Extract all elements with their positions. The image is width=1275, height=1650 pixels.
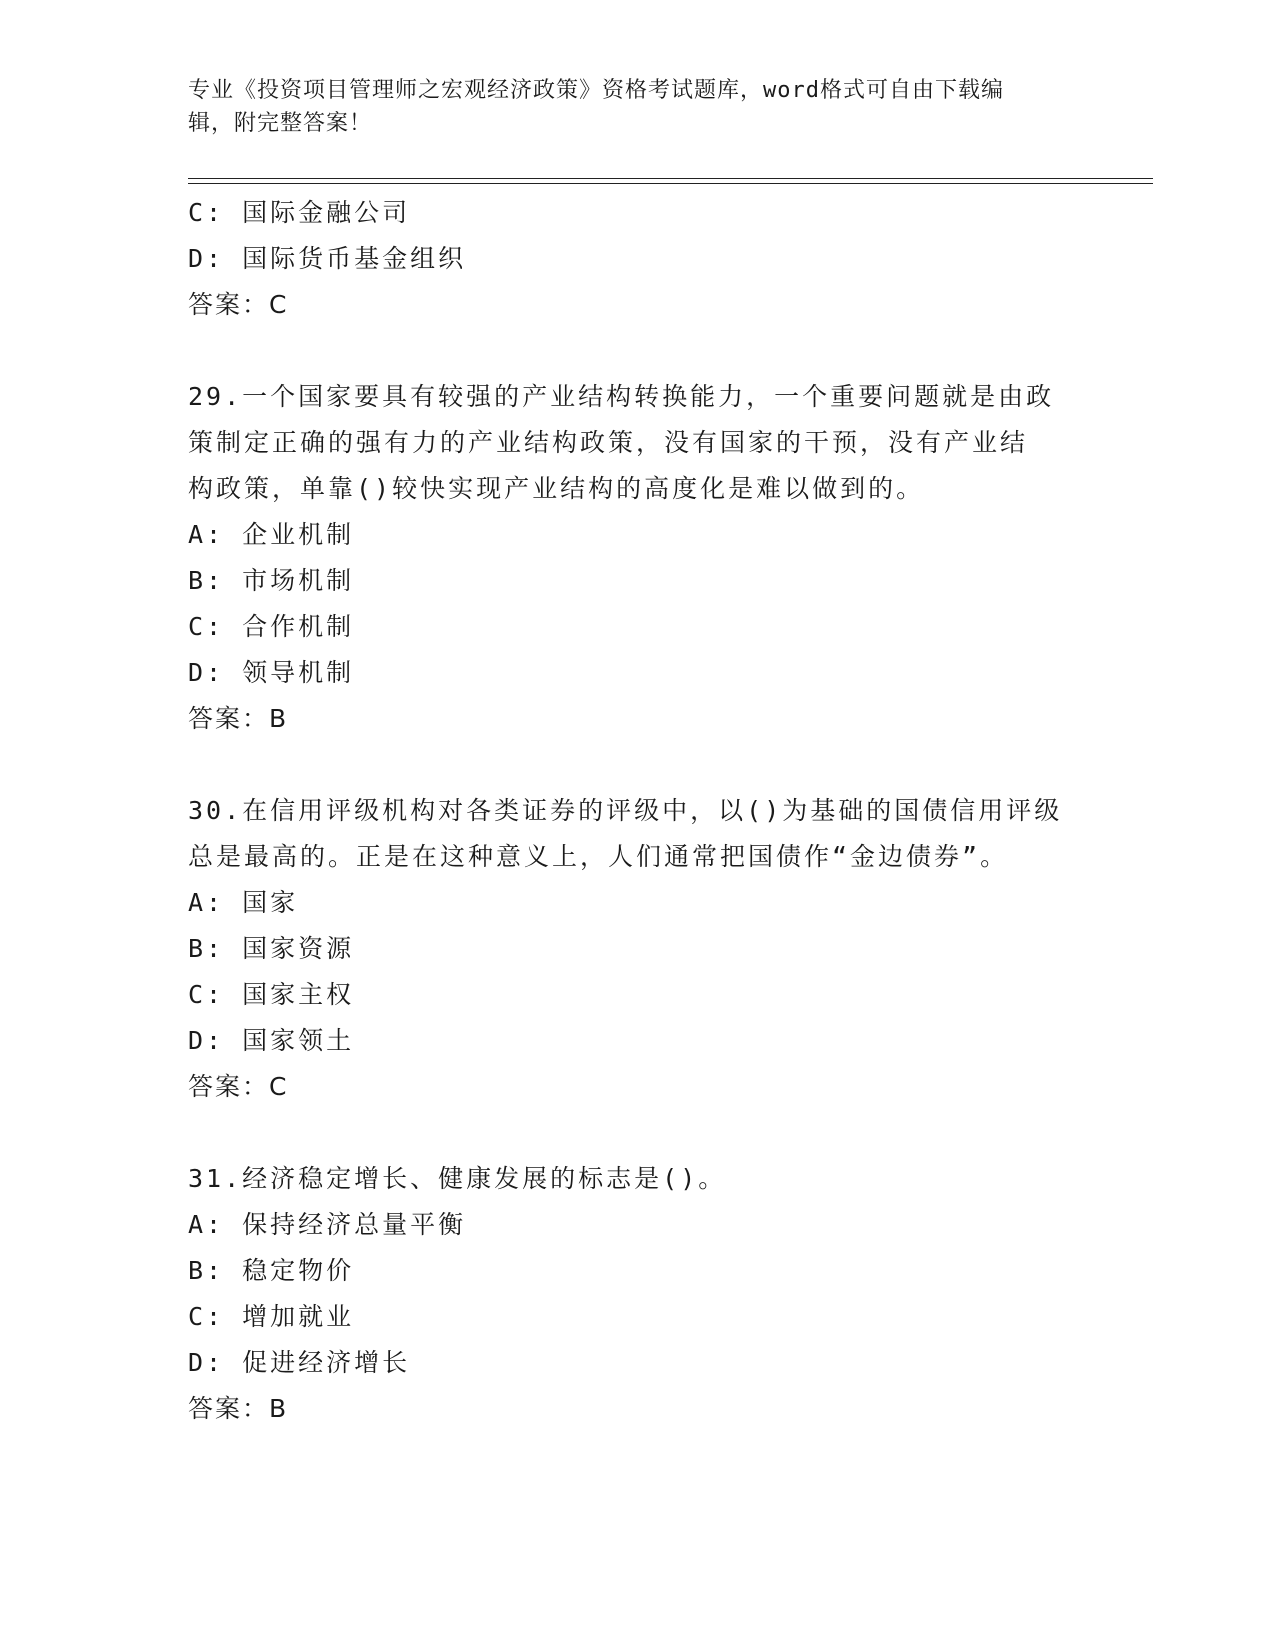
option-c: C: 国家主权 <box>188 980 355 1009</box>
option-a: A: 国家 <box>188 888 299 917</box>
option-d: D: 领导机制 <box>188 658 355 687</box>
question-28-partial <box>188 190 1088 328</box>
answer-label: 答案：B <box>188 704 289 733</box>
option-a: A: 企业机制 <box>188 520 355 549</box>
answer-label: 答案：C <box>188 1072 289 1101</box>
question-stem-line: 30.在信用评级机构对各类证券的评级中，以()为基础的国债信用评级 <box>188 796 1063 825</box>
header-divider-bottom <box>188 183 1153 184</box>
spacer <box>188 1110 1088 1156</box>
question-list <box>188 190 1088 1432</box>
question-31 <box>188 1156 1088 1432</box>
spacer <box>188 328 1088 374</box>
option-d: D: 国家领土 <box>188 1026 355 1055</box>
question-stem-line: 总是最高的。正是在这种意义上，人们通常把国债作“金边债券”。 <box>188 842 1009 871</box>
option-b: B: 市场机制 <box>188 566 355 595</box>
option-c: C: 合作机制 <box>188 612 355 641</box>
question-stem-line: 策制定正确的强有力的产业结构政策，没有国家的干预，没有产业结 <box>188 428 1029 457</box>
question-stem-line: 构政策，单靠()较快实现产业结构的高度化是难以做到的。 <box>188 474 925 503</box>
option-a: A: 保持经济总量平衡 <box>188 1210 467 1239</box>
option-c: C: 国际金融公司 <box>188 198 411 227</box>
question-30 <box>188 788 1088 1110</box>
spacer <box>188 742 1088 788</box>
answer-label: 答案：C <box>188 290 289 319</box>
document-header <box>188 74 1088 140</box>
header-divider-top <box>188 178 1153 179</box>
option-b: B: 国家资源 <box>188 934 355 963</box>
option-d: D: 促进经济增长 <box>188 1348 411 1377</box>
answer-label: 答案：B <box>188 1394 289 1423</box>
option-c: C: 增加就业 <box>188 1302 355 1331</box>
header-line-1: 专业《投资项目管理师之宏观经济政策》资格考试题库，word格式可自由下载编 <box>188 78 1004 103</box>
question-29 <box>188 374 1088 742</box>
question-stem-line: 29.一个国家要具有较强的产业结构转换能力，一个重要问题就是由政 <box>188 382 1055 411</box>
option-b: B: 稳定物价 <box>188 1256 355 1285</box>
question-stem-line: 31.经济稳定增长、健康发展的标志是()。 <box>188 1164 727 1193</box>
option-d: D: 国际货币基金组织 <box>188 244 467 273</box>
header-line-2: 辑，附完整答案！ <box>188 111 373 136</box>
